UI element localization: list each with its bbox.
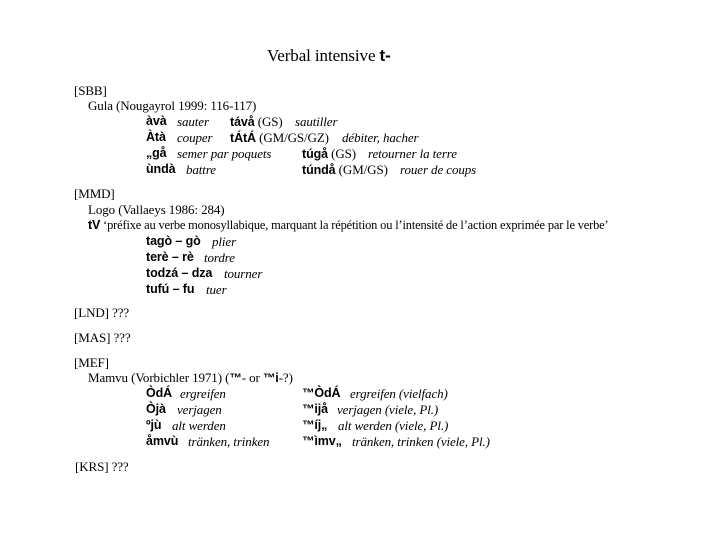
mef-derived-gloss: alt werden (viele, Pl.) xyxy=(338,418,449,433)
mef-derived: ™ìmv„ xyxy=(302,434,342,448)
mef-gloss: tränken, trinken xyxy=(188,434,270,449)
sbb-derived-gloss: sautiller xyxy=(295,114,338,129)
mmd-definition: tV ‘préfixe au verbe monosyllabique, marquant la répétition ou l’intensité de l’action exprimée par le verbe’ xyxy=(88,218,609,232)
mef-word: ºjù xyxy=(146,418,162,432)
sbb-gloss: sauter xyxy=(177,114,209,129)
sbb-label: [SBB] xyxy=(74,83,107,98)
sbb-word: ùndà xyxy=(146,162,176,176)
mef-word: ÒdÁ xyxy=(146,386,173,400)
mmd-word: tufú – fu xyxy=(146,282,195,296)
mef-gloss: alt werden xyxy=(172,418,226,433)
mef-derived-gloss: verjagen (viele, Pl.) xyxy=(337,402,439,417)
mef-gloss: verjagen xyxy=(177,402,222,417)
lnd-label: [LND] ??? xyxy=(74,305,130,320)
mmd-gloss: tuer xyxy=(206,282,227,297)
krs-label: [KRS] ??? xyxy=(75,459,129,474)
mmd-word: terè – rè xyxy=(146,250,194,264)
sbb-derived: tÁtÁ (GM/GS/GZ) xyxy=(230,130,329,145)
sbb-word: „gå xyxy=(146,146,167,160)
mmd-gloss: plier xyxy=(212,234,237,249)
mef-label: [MEF] xyxy=(74,355,109,370)
sbb-word: àvà xyxy=(146,114,167,128)
sbb-derived-gloss: rouer de coups xyxy=(400,162,477,177)
mmd-label: [MMD] xyxy=(74,186,115,201)
slide-title xyxy=(267,46,391,66)
mmd-word: tagò – gò xyxy=(146,234,201,248)
mmd-gloss: tourner xyxy=(224,266,263,281)
sbb-derived-gloss: retourner la terre xyxy=(368,146,457,161)
mef-derived: ™ÒdÁ xyxy=(302,386,341,400)
sbb-source: Gula (Nougayrol 1999: 116-117) xyxy=(88,98,257,113)
mmd-source: Logo (Vallaeys 1986: 284) xyxy=(88,202,225,217)
mef-source: Mamvu (Vorbichler 1971) (™- or ™i-?) xyxy=(88,370,293,385)
title-bold: t- xyxy=(379,46,391,65)
sbb-gloss: semer par poquets xyxy=(177,146,272,161)
mef-derived-gloss: tränken, trinken (viele, Pl.) xyxy=(352,434,490,449)
sbb-gloss: couper xyxy=(177,130,213,145)
mef-derived: ™íj„ xyxy=(302,418,328,432)
mmd-gloss: tordre xyxy=(204,250,235,265)
mef-derived-gloss: ergreifen (vielfach) xyxy=(350,386,448,401)
mef-word: Òjà xyxy=(146,402,166,416)
title-text: Verbal intensive xyxy=(267,46,380,65)
mef-derived: ™ijå xyxy=(302,402,328,416)
mas-label: [MAS] ??? xyxy=(74,330,131,345)
mmd-word: todzá – dza xyxy=(146,266,213,280)
mef-word: åmvù xyxy=(146,434,179,448)
sbb-gloss: battre xyxy=(186,162,216,177)
sbb-derived: túndå (GM/GS) xyxy=(302,162,388,177)
mef-gloss: ergreifen xyxy=(180,386,226,401)
sbb-word: Àtà xyxy=(146,130,166,144)
sbb-derived: túgå (GS) xyxy=(302,146,357,161)
sbb-derived-gloss: débiter, hacher xyxy=(342,130,419,145)
sbb-derived: távå (GS) xyxy=(230,114,283,129)
